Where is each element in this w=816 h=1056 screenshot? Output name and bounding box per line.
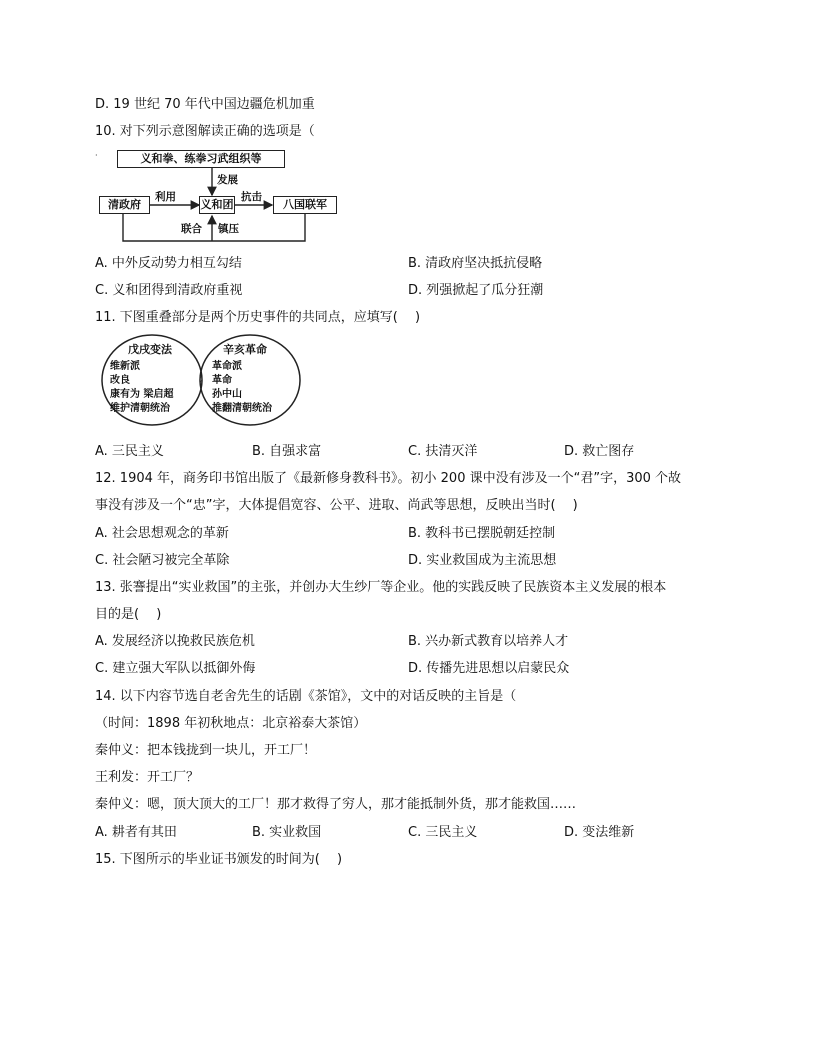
flow-box-right: 八国联军: [273, 196, 337, 214]
q12-stem-line2: 事没有涉及一个“忠”字，大体提倡宽容、公平、进取、尚武等思想，反映出当时( ): [95, 498, 578, 513]
flow-box-top: 义和拳、练拳习武组织等: [117, 150, 285, 168]
q12-option-d: D. 实业救国成为主流思想: [408, 553, 557, 568]
q14-option-d: D. 变法维新: [564, 825, 635, 840]
venn-right-item: 革命: [212, 375, 232, 386]
q15-stem: 15. 下图所示的毕业证书颁发的时间为( ): [95, 852, 343, 867]
q11-stem: 11. 下图重叠部分是两个历史事件的共同点，应填写( ): [95, 310, 421, 325]
venn-left-title: 戊戌变法: [128, 343, 172, 356]
flow-label-resist: 抗击: [241, 191, 262, 203]
q14-dialogue-line: 王利发：开工厂？: [95, 770, 200, 785]
venn-right-title: 辛亥革命: [223, 343, 267, 356]
flow-label-suppress: 镇压: [218, 223, 239, 235]
flow-label-unite: 联合: [181, 223, 202, 235]
q14-option-a: A. 耕者有其田: [95, 825, 177, 840]
q13-stem-line1: 13. 张謇提出“实业救国”的主张，并创办大生纱厂等企业。他的实践反映了民族资本主义发展的根本: [95, 580, 667, 595]
q13-option-d: D. 传播先进思想以启蒙民众: [408, 661, 570, 676]
q13-option-c: C. 建立强大军队以抵御外侮: [95, 661, 256, 676]
q9-option-d: D. 19 世纪 70 年代中国边疆危机加重: [95, 97, 315, 112]
q10-option-b: B. 清政府坚决抵抗侵略: [408, 256, 543, 271]
flow-box-left: 清政府: [99, 196, 150, 214]
venn-right-item: 革命派: [212, 361, 242, 372]
q12-option-b: B. 教科书已摆脱朝廷控制: [408, 526, 556, 541]
q11-venn-diagram: [100, 333, 302, 429]
venn-left-item: 维护清朝统治: [110, 403, 170, 414]
venn-left-item: 康有为 梁启超: [110, 389, 174, 400]
q14-note: （时间：1898 年初秋地点：北京裕泰大茶馆）: [95, 716, 367, 731]
q13-option-b: B. 兴办新式教育以培养人才: [408, 634, 569, 649]
flow-label-develop: 发展: [217, 174, 238, 186]
q11-option-a: A. 三民主义: [95, 444, 164, 459]
q12-option-c: C. 社会陋习被完全革除: [95, 553, 230, 568]
venn-left-item: 维新派: [110, 361, 140, 372]
q14-dialogue-line: 秦仲义：把本钱拢到一块儿，开工厂！: [95, 743, 317, 758]
flow-box-center: 义和团: [199, 196, 235, 214]
q10-stem: 10. 对下列示意图解读正确的选项是（: [95, 124, 315, 139]
q13-option-a: A. 发展经济以挽救民族危机: [95, 634, 255, 649]
q14-dialogue-line: 秦仲义：嗯，顶大顶大的工厂！那才救得了穷人，那才能抵制外货，那才能救国……: [95, 797, 577, 812]
q11-option-c: C. 扶清灭洋: [408, 444, 478, 459]
q14-option-b: B. 实业救国: [252, 825, 322, 840]
venn-right-item: 推翻清朝统治: [212, 403, 272, 414]
q10-option-a: A. 中外反动势力相互勾结: [95, 256, 242, 271]
q10-option-d: D. 列强掀起了瓜分狂潮: [408, 283, 544, 298]
q14-stem: 14. 以下内容节选自老舍先生的话剧《茶馆》，文中的对话反映的主旨是（: [95, 689, 517, 704]
q12-stem-line1: 12. 1904 年，商务印书馆出版了《最新修身教科书》。初小 200 课中没有涉及一个“君”字，300 个故: [95, 471, 682, 486]
venn-right-item: 孙中山: [212, 389, 242, 400]
stray-dot: ·: [95, 151, 98, 160]
venn-left-item: 改良: [110, 375, 130, 386]
q14-option-c: C. 三民主义: [408, 825, 478, 840]
q11-option-d: D. 救亡图存: [564, 444, 635, 459]
q12-option-a: A. 社会思想观念的革新: [95, 526, 229, 541]
q10-flow-diagram: [95, 148, 345, 246]
q13-stem-line2: 目的是( ): [95, 607, 162, 622]
q10-option-c: C. 义和团得到清政府重视: [95, 283, 243, 298]
q11-option-b: B. 自强求富: [252, 444, 322, 459]
flow-label-use: 利用: [155, 191, 176, 203]
